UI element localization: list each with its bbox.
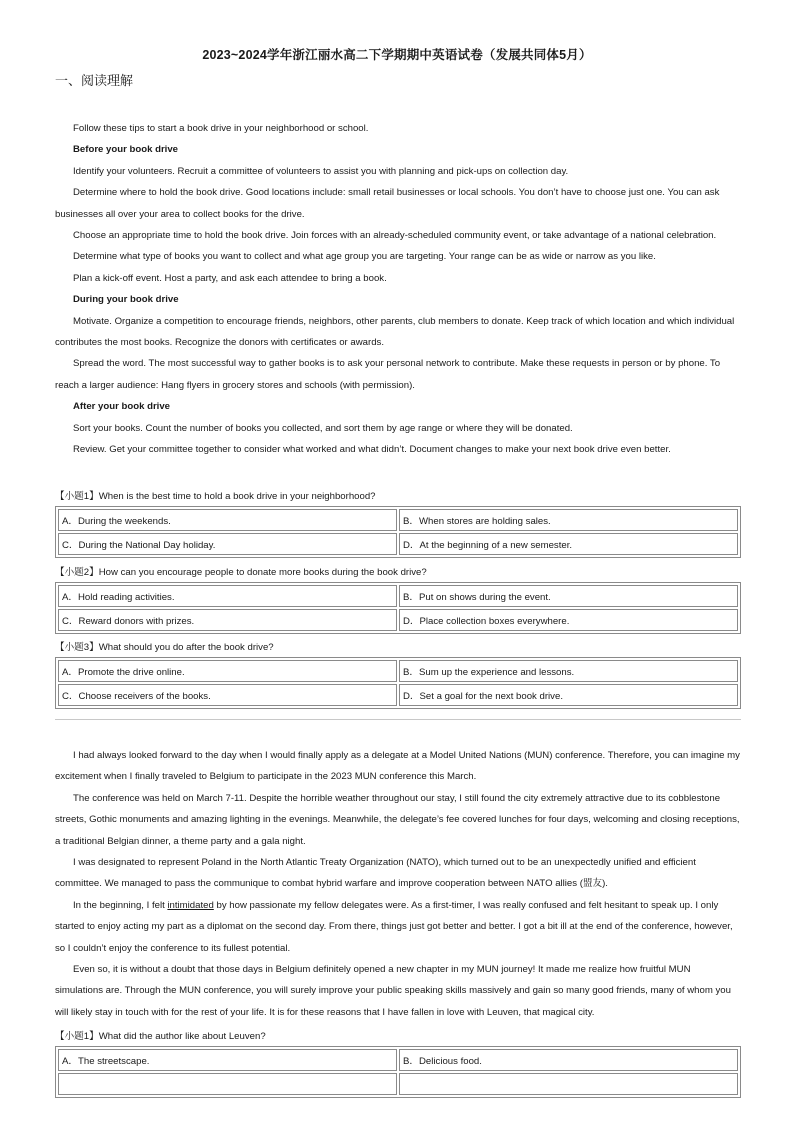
options-table xyxy=(55,582,741,634)
paragraph xyxy=(55,895,741,959)
paragraph: Determine what type of books you want to collect and what age group you are targeting. Your range can be as wide or narrow as you like. xyxy=(73,251,656,263)
option-b[interactable]: B．Sum up the experience and lessons. xyxy=(399,660,738,682)
option-b[interactable]: B．When stores are holding sales. xyxy=(399,509,738,531)
option-a[interactable]: A．Promote the drive online. xyxy=(58,660,397,682)
paragraph: Choose an appropriate time to hold the book drive. Join forces with an already-scheduled community event, or take advantage of a national celebration. xyxy=(73,230,717,242)
paragraph: Review. Get your committee together to consider what worked and what didn’t. Document changes to make your next book drive even better. xyxy=(73,444,671,456)
section-divider xyxy=(55,719,741,720)
subheading: During your book drive xyxy=(73,294,179,306)
paragraph: I was designated to represent Poland in the North Atlantic Treaty Organization (NATO), which turned out to be an unexpectedly unified and efficient committee. We managed to pass the communique to combat hybrid warfare and improve cooperation between NATO allies (盟友). xyxy=(55,857,696,890)
paragraph: The conference was held on March 7-11. Despite the horrible weather throughout our stay, I still found the city extremely attractive due to its cobblestone streets, Gothic monuments and amazing lighting in the evenings. Meanwhile, the delegate’s fee covered lunches for four days, welcoming and closing receptions, a traditional Belgian dinner, a theme party and a gala night. xyxy=(55,792,740,847)
option-a[interactable]: A．The streetscape. xyxy=(58,1049,397,1071)
option-c[interactable]: C．During the National Day holiday. xyxy=(58,533,397,555)
passage-1 xyxy=(55,118,741,461)
paragraph: Plan a kick-off event. Host a party, and ask each attendee to bring a book. xyxy=(73,272,387,284)
subheading: After your book drive xyxy=(73,401,171,413)
paragraph: Motivate. Organize a competition to encourage friends, neighbors, other parents, club members to donate. Keep track of which location and which individual contributes the most books. Recognize the donors with certificates or awards. xyxy=(55,315,735,349)
option-c[interactable] xyxy=(58,1073,397,1095)
paragraph: Follow these tips to start a book drive in your neighborhood or school. xyxy=(73,123,369,134)
question-label: 【小题3】What should you do after the book drive? xyxy=(55,642,274,653)
subheading: Before your book drive xyxy=(73,144,179,156)
page-title: 2023~2024学年浙江丽水高二下学期期中英语试卷（发展共同体5月） xyxy=(202,48,592,62)
text-run: by how passionate my fellow delegates were. As a first-timer, I was really confused and felt hesitant to speak up. I only started to enjoy acting my part as a diplomat on the second day. From there, things just got better and better. I got a bit ill at the end of the conference, however, so I couldn’t enjoy the conference to its fullest potential. xyxy=(55,899,733,954)
paragraph: Spread the word. The most successful way to gather books is to ask your personal network to contribute. Make these requests in person or by phone. To reach a larger audience: Hang flyers in grocery stores and schools (with permission). xyxy=(55,358,721,391)
text-run: In the beginning, I felt xyxy=(73,899,168,911)
question-label: 【小题1】When is the best time to hold a book drive in your neighborhood? xyxy=(55,491,376,502)
paragraph: Identify your volunteers. Recruit a committee of volunteers to assist you with planning and pick-ups on collection day. xyxy=(73,165,569,177)
paragraph: I had always looked forward to the day when I would finally apply as a delegate at a Model United Nations (MUN) conference. Therefore, you can imagine my excitement when I finally traveled to Belgium to participate in the 2023 MUN conference this March. xyxy=(55,750,740,783)
option-d[interactable]: D．Place collection boxes everywhere. xyxy=(399,609,738,631)
option-d[interactable] xyxy=(399,1073,738,1095)
passage-2 xyxy=(55,745,741,1023)
paragraph: Sort your books. Count the number of books you collected, and sort them by age range or where they will be donated. xyxy=(73,422,573,434)
question-label: 【小题2】How can you encourage people to donate more books during the book drive? xyxy=(55,567,427,578)
option-c[interactable]: C．Choose receivers of the books. xyxy=(58,684,397,706)
options-table xyxy=(55,506,741,558)
paragraph: Even so, it is without a doubt that those days in Belgium definitely opened a new chapter in my MUN journey! It made me realize how fruitful MUN simulations are. Through the MUN conference, you will surely improve your public speaking skills massively and gain so many good friends, many of whom you will likely stay in touch with for the rest of your life. It is for these reasons that I have fallen in love with Leuven, that magical city. xyxy=(55,964,731,1018)
option-d[interactable]: D．At the beginning of a new semester. xyxy=(399,533,738,555)
option-a[interactable]: A．Hold reading activities. xyxy=(58,585,397,607)
section-heading: 一、阅读理解 xyxy=(55,73,134,88)
option-b[interactable]: B．Delicious food. xyxy=(399,1049,738,1071)
options-table xyxy=(55,1046,741,1098)
option-a[interactable]: A．During the weekends. xyxy=(58,509,397,531)
option-c[interactable]: C．Reward donors with prizes. xyxy=(58,609,397,631)
underlined-word: intimidated xyxy=(167,899,214,911)
options-table xyxy=(55,657,741,709)
option-d[interactable]: D．Set a goal for the next book drive. xyxy=(399,684,738,706)
option-b[interactable]: B．Put on shows during the event. xyxy=(399,585,738,607)
question-label: 【小题1】What did the author like about Leuven? xyxy=(55,1031,266,1042)
paragraph: Determine where to hold the book drive. Good locations include: small retail businesses or local schools. You don’t have to choose just one. You can ask businesses all over your area to collect books for the drive. xyxy=(55,187,720,220)
